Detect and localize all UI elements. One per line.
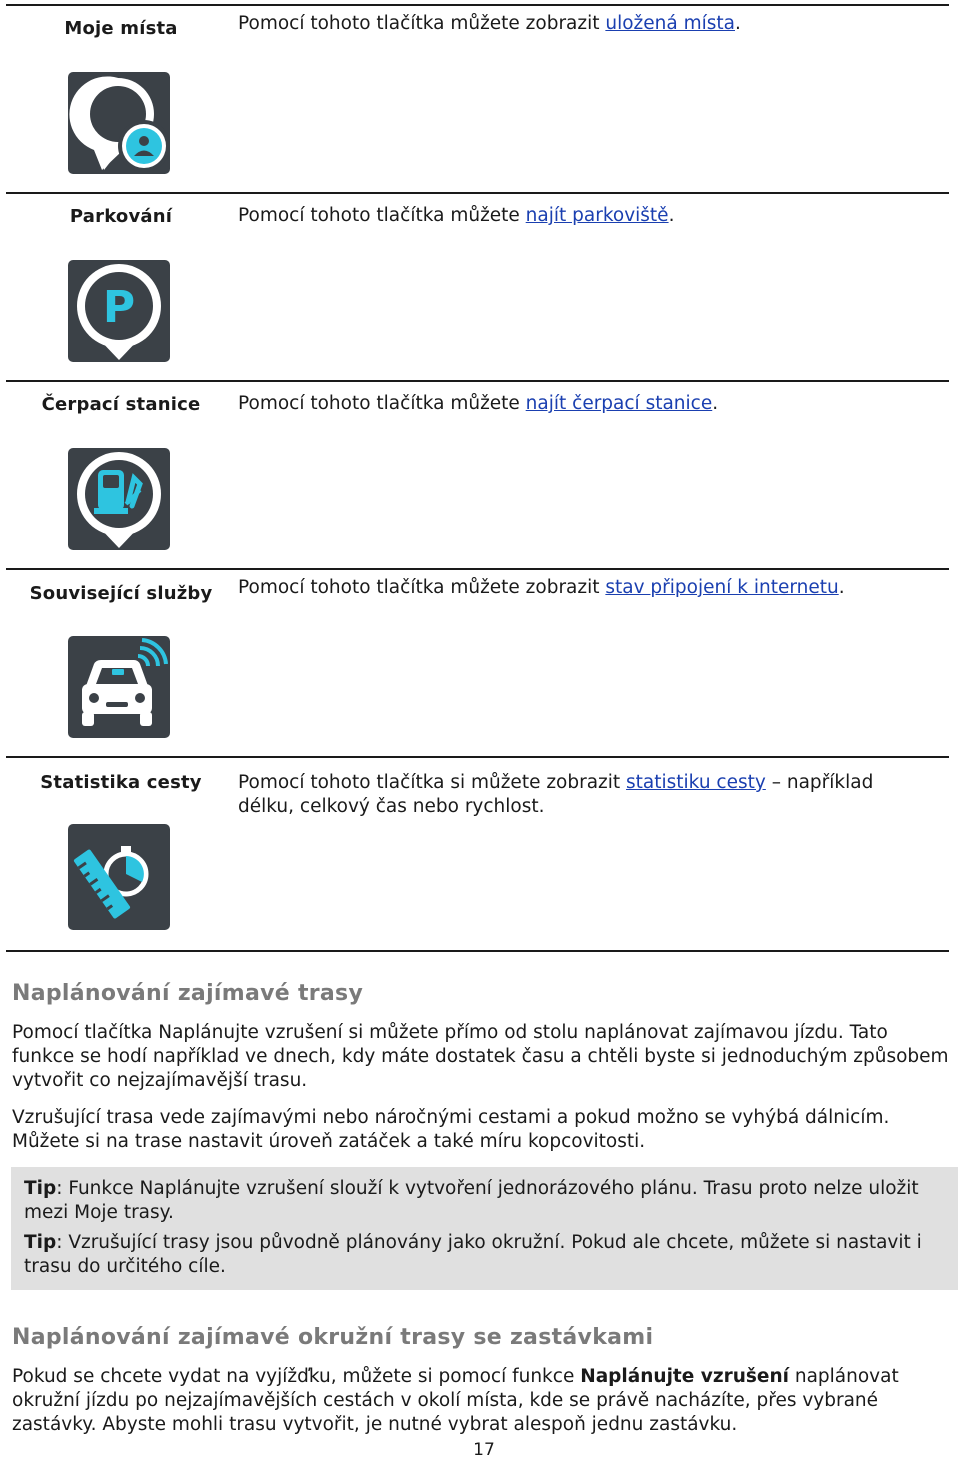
connected-car-icon[interactable] — [68, 636, 170, 738]
link-connection-status[interactable]: stav připojení k internetu — [605, 577, 839, 598]
row-label: Parkování — [69, 206, 173, 227]
link-trip-stats[interactable]: statistiku cesty — [626, 772, 766, 793]
feature-name: Naplánujte vzrušení — [580, 1366, 789, 1387]
tip-text: : Funkce Naplánujte vzrušení slouží k vytvoření jednorázového plánu. Trasu proto nelze uložit mezi Moje trasy. — [24, 1178, 919, 1223]
tip-item — [24, 1177, 944, 1225]
tip-label: Tip — [24, 1232, 57, 1253]
description-text-end: . — [668, 205, 675, 226]
link-saved-places[interactable]: uložená místa — [605, 13, 735, 34]
description-text: Pomocí tohoto tlačítka můžete — [238, 205, 526, 226]
table-row — [6, 4, 949, 194]
row-description — [238, 576, 928, 600]
table-row — [6, 380, 949, 570]
fuel-station-icon[interactable] — [68, 448, 170, 550]
paragraph: Pomocí tlačítka Naplánujte vzrušení si můžete přímo od stolu naplánovat zajímavou jízdu. Tato funkce se hodí například ve dnech, kdy máte dostatek času a chtěli byste si jednoduchým způsobem vytvořit co nejzajímavější trasu. — [12, 1022, 949, 1091]
paragraph-text: Pokud se chcete vydat na vyjížďku, můžete si pomocí funkce — [12, 1366, 581, 1387]
page-number: 17 — [473, 1440, 495, 1460]
description-text: Pomocí tohoto tlačítka si můžete zobrazit — [238, 772, 627, 793]
table-row — [6, 568, 949, 758]
row-description — [238, 771, 928, 819]
description-text: Pomocí tohoto tlačítka můžete zobrazit — [238, 577, 606, 598]
my-places-icon[interactable] — [68, 72, 170, 174]
section-heading: Naplánování zajímavé okružní trasy se zastávkami — [12, 1325, 654, 1350]
row-description — [238, 392, 928, 416]
tip-box — [11, 1167, 958, 1290]
description-text-end: . — [838, 577, 845, 598]
table-row — [6, 192, 949, 382]
row-description — [238, 12, 928, 36]
description-text: Pomocí tohoto tlačítka můžete — [238, 393, 526, 414]
row-label: Čerpací stanice — [41, 394, 201, 415]
description-text: Pomocí tohoto tlačítka můžete zobrazit — [238, 13, 606, 34]
tip-item — [24, 1231, 944, 1279]
tip-text: : Vzrušující trasy jsou původně plánovány jako okružní. Pokud ale chcete, můžete si nastavit i trasu do určitého cíle. — [24, 1232, 922, 1277]
link-find-parking[interactable]: najít parkoviště — [525, 205, 669, 226]
paragraph: Vzrušující trasa vede zajímavými nebo náročnými cestami a pokud možno se vyhýbá dálnicím. Můžete si na trase nastavit úroveň zatáček a také míru kopcovitosti. — [12, 1107, 890, 1152]
row-label: Moje místa — [64, 18, 178, 39]
table-row — [6, 756, 949, 952]
description-text-end: . — [734, 13, 741, 34]
row-label: Související služby — [29, 583, 213, 604]
row-label: Statistika cesty — [40, 772, 202, 793]
section-heading: Naplánování zajímavé trasy — [12, 981, 364, 1006]
paragraph — [12, 1365, 952, 1437]
parking-icon[interactable] — [68, 260, 170, 362]
description-text-end: . — [712, 393, 719, 414]
paragraph-text-end: naplánovat okružní jízdu po nejzajímavějších cestách v okolí místa, kde se právě nacházíte, přes vybrané zastávky. Abyste mohli trasu vytvořit, je nutné vybrat alespoň jednu zastávku. — [12, 1366, 899, 1435]
row-description — [238, 204, 928, 228]
link-find-fuel[interactable]: najít čerpací stanice — [525, 393, 713, 414]
svg-text:P: P — [102, 282, 136, 333]
tip-label: Tip — [24, 1178, 57, 1199]
table-bottom-rule — [6, 950, 949, 952]
trip-stats-icon[interactable] — [68, 824, 170, 926]
description-text-end: – například délku, celkový čas nebo rychlost. — [238, 772, 874, 817]
